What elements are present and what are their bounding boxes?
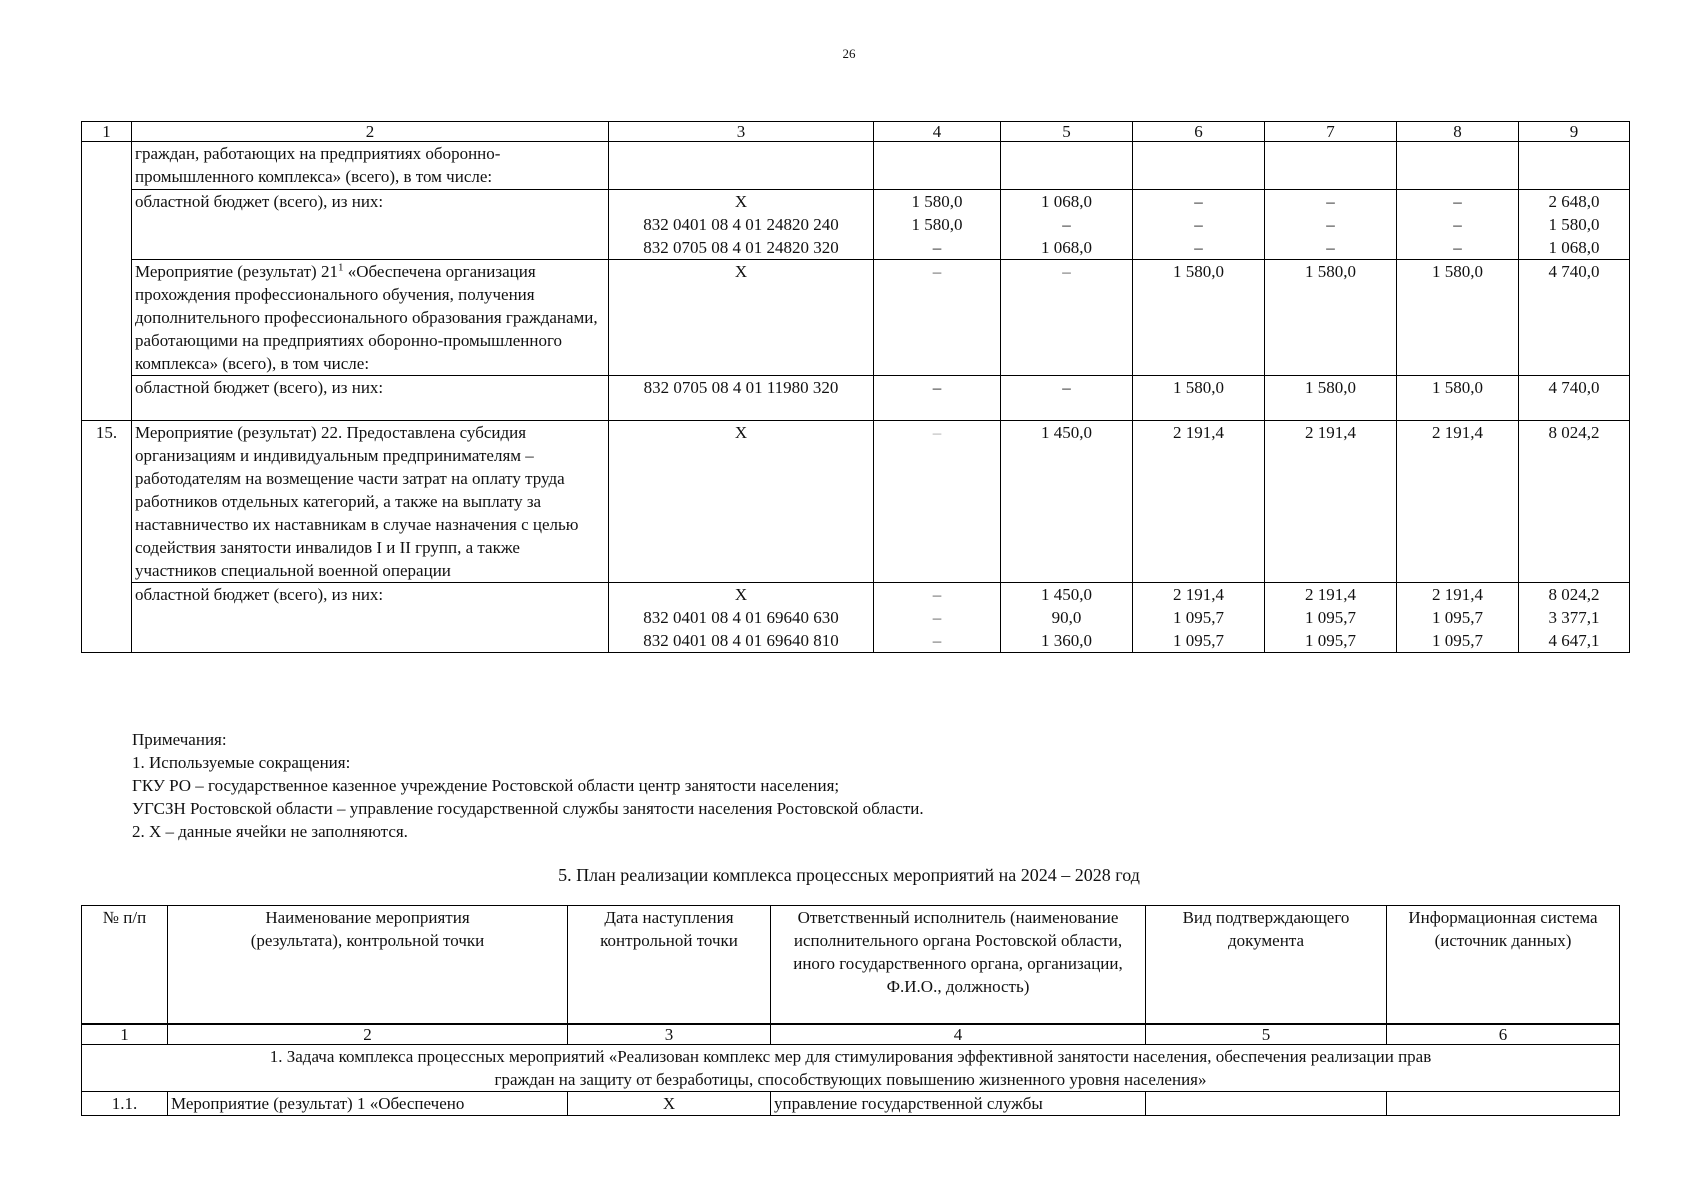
value: 2 191,4 (1305, 585, 1356, 604)
row-number: 1.1. (82, 1091, 168, 1115)
value-cell: 1 580,0 (1397, 260, 1519, 376)
cell (1519, 142, 1630, 190)
value: 3 377,1 (1548, 608, 1600, 627)
value-cell: 1 580,0 (1265, 260, 1397, 376)
value: 2 191,4 (1173, 585, 1224, 604)
value: 1 095,7 (1432, 608, 1483, 627)
value-cell: 2 191,4 (1133, 421, 1265, 583)
table-row (82, 190, 1630, 260)
value-cell: 4 740,0 (1519, 260, 1630, 376)
column-numbers-row (82, 1024, 1620, 1045)
code-cell: X (609, 421, 874, 583)
row-name: областной бюджет (всего), из них: (132, 190, 609, 260)
value-cell: 1 580,0 (1133, 260, 1265, 376)
col-num: 3 (568, 1024, 771, 1045)
col-num: 8 (1397, 122, 1519, 142)
row-number: 15. (82, 421, 132, 653)
value: – (1326, 238, 1335, 257)
col-num: 9 (1519, 122, 1630, 142)
row-name-text: «Обеспечена организация прохождения профессионального обучения, получения дополнительного профессионального образования гражданами, работающими на предприятиях оборонно-промышленного комплекса» (всего), в том числе: (135, 262, 598, 373)
value-cell (874, 190, 1001, 260)
notes-heading: Примечания: (132, 730, 227, 749)
value: 1 580,0 (1548, 215, 1600, 234)
header-system: Информационная система (источник данных) (1387, 906, 1620, 1024)
value-cell (1519, 583, 1630, 653)
code: 832 0705 08 4 01 24820 320 (643, 238, 839, 257)
value: – (1062, 215, 1071, 234)
notes (132, 728, 924, 843)
cell (1001, 142, 1133, 190)
col-num: 6 (1387, 1024, 1620, 1045)
col-num: 1 (82, 122, 132, 142)
cell (874, 142, 1001, 190)
code-cell: X (609, 260, 874, 376)
value-cell: – (874, 260, 1001, 376)
value: – (1453, 238, 1462, 257)
table-row (82, 260, 1630, 376)
code-cell (609, 583, 874, 653)
value-cell: 4 740,0 (1519, 376, 1630, 421)
value-cell: 2 191,4 (1397, 421, 1519, 583)
value-cell: – (874, 421, 1001, 583)
row-name: Мероприятие (результат) 1 «Обеспечено (168, 1091, 568, 1115)
value-cell: 1 450,0 (1001, 421, 1133, 583)
table-row (82, 142, 1630, 190)
row-name: граждан, работающих на предприятиях оборонно-промышленного комплекса» (всего), в том числе: (132, 142, 609, 190)
row-executor: управление государственной службы (771, 1091, 1146, 1115)
col-num: 5 (1001, 122, 1133, 142)
value: – (932, 608, 942, 627)
value: – (1453, 192, 1462, 211)
note-line: УГСЗН Ростовской области – управление государственной службы занятости населения Ростовской области. (132, 799, 924, 818)
header-date: Дата наступления контрольной точки (568, 906, 771, 1024)
value: – (932, 585, 942, 604)
header-row (82, 906, 1620, 1024)
row-name: областной бюджет (всего), из них: (132, 583, 609, 653)
value-cell (1397, 190, 1519, 260)
header-document: Вид подтверждающего документа (1146, 906, 1387, 1024)
col-num: 2 (168, 1024, 568, 1045)
value: – (1194, 238, 1203, 257)
note-line: ГКУ РО – государственное казенное учреждение Ростовской области центр занятости населения; (132, 776, 840, 795)
value-cell (874, 583, 1001, 653)
value: – (932, 238, 942, 257)
value-cell: 2 191,4 (1265, 421, 1397, 583)
plan-table (81, 905, 1620, 1116)
code: X (734, 585, 748, 604)
col-num: 4 (771, 1024, 1146, 1045)
value: 1 360,0 (1041, 631, 1092, 650)
value-cell: – (1001, 260, 1133, 376)
table-row (82, 421, 1630, 583)
value: 1 095,7 (1173, 608, 1224, 627)
value-cell (1265, 190, 1397, 260)
value: – (1453, 215, 1462, 234)
col-num: 6 (1133, 122, 1265, 142)
code: X (734, 192, 748, 211)
value: 2 648,0 (1548, 192, 1600, 211)
row-name-text: Мероприятие (результат) 21 (135, 262, 338, 281)
task-row (82, 1044, 1620, 1091)
value-cell (1001, 190, 1133, 260)
header-name: Наименование мероприятия (результата), контрольной точки (168, 906, 568, 1024)
header-number: № п/п (82, 906, 168, 1024)
cell (609, 142, 874, 190)
code-cell: 832 0705 08 4 01 11980 320 (609, 376, 874, 421)
col-num: 3 (609, 122, 874, 142)
col-num: 1 (82, 1024, 168, 1045)
row-document (1146, 1091, 1387, 1115)
page-number: 26 (842, 46, 856, 61)
value: 1 450,0 (1041, 585, 1092, 604)
value: 1 095,7 (1432, 631, 1483, 650)
row-name: Мероприятие (результат) 22. Предоставлена субсидия организациям и индивидуальным предпринимателям – работодателям на возмещение части затрат на оплату труда работников отдельных категорий, а также на выплату за наставничество их наставникам в случае назначения с целью содействия занятости инвалидов I и II групп, а также участников специальной военной операции (132, 421, 609, 583)
value-cell: 8 024,2 (1519, 421, 1630, 583)
value-cell (1001, 583, 1133, 653)
value-cell (1397, 583, 1519, 653)
table-row (82, 376, 1630, 421)
value: 2 191,4 (1432, 585, 1483, 604)
value: 1 068,0 (1548, 238, 1600, 257)
value-cell (1265, 583, 1397, 653)
row-name (132, 260, 609, 376)
task-text: 1. Задача комплекса процессных мероприятий «Реализован комплекс мер для стимулирования эффективной занятости населения, обеспечения реализации прав граждан на защиту от безработицы, способствующих повышению жизненного уровня населения» (82, 1044, 1620, 1091)
value: 1 068,0 (1041, 238, 1092, 257)
cell (1265, 142, 1397, 190)
value: – (1326, 192, 1335, 211)
cell (1397, 142, 1519, 190)
value: – (1326, 215, 1335, 234)
code: 832 0401 08 4 01 69640 810 (643, 631, 839, 650)
table-row (82, 583, 1630, 653)
value-cell (1133, 190, 1265, 260)
value: 90,0 (1051, 608, 1082, 627)
value: – (1194, 215, 1203, 234)
value: 1 095,7 (1305, 608, 1356, 627)
value: 8 024,2 (1548, 585, 1600, 604)
value: 1 068,0 (1041, 192, 1092, 211)
value-cell: – (874, 376, 1001, 421)
table-row (82, 1091, 1620, 1115)
column-numbers-row (82, 122, 1630, 142)
budget-table (81, 121, 1630, 653)
cell (1133, 142, 1265, 190)
row-date: X (568, 1091, 771, 1115)
value-cell: 1 580,0 (1133, 376, 1265, 421)
col-num: 7 (1265, 122, 1397, 142)
value: 1 095,7 (1305, 631, 1356, 650)
section-title: 5. План реализации комплекса процессных мероприятий на 2024 – 2028 год (558, 865, 1140, 885)
col-num: 4 (874, 122, 1001, 142)
value-cell: 1 580,0 (1397, 376, 1519, 421)
code: 832 0401 08 4 01 69640 630 (643, 608, 839, 627)
value: 1 580,0 (911, 215, 963, 234)
value-cell (1519, 190, 1630, 260)
value: – (1194, 192, 1203, 211)
value-cell: 1 580,0 (1265, 376, 1397, 421)
value: 1 580,0 (911, 192, 963, 211)
row-number (82, 142, 132, 421)
superscript: 1 (337, 261, 344, 274)
col-num: 5 (1146, 1024, 1387, 1045)
value: 1 095,7 (1173, 631, 1224, 650)
note-line: 2. X – данные ячейки не заполняются. (132, 822, 408, 841)
row-name: областной бюджет (всего), из них: (132, 376, 609, 421)
note-line: 1. Используемые сокращения: (132, 753, 351, 772)
value-cell: – (1001, 376, 1133, 421)
col-num: 2 (132, 122, 609, 142)
row-system (1387, 1091, 1620, 1115)
header-executor: Ответственный исполнитель (наименование исполнительного органа Ростовской области, иного государственного органа, организации, Ф.И.О., должность) (771, 906, 1146, 1024)
value: 4 647,1 (1548, 631, 1600, 650)
code-cell (609, 190, 874, 260)
code: 832 0401 08 4 01 24820 240 (643, 215, 839, 234)
value-cell (1133, 583, 1265, 653)
value: – (932, 631, 942, 650)
